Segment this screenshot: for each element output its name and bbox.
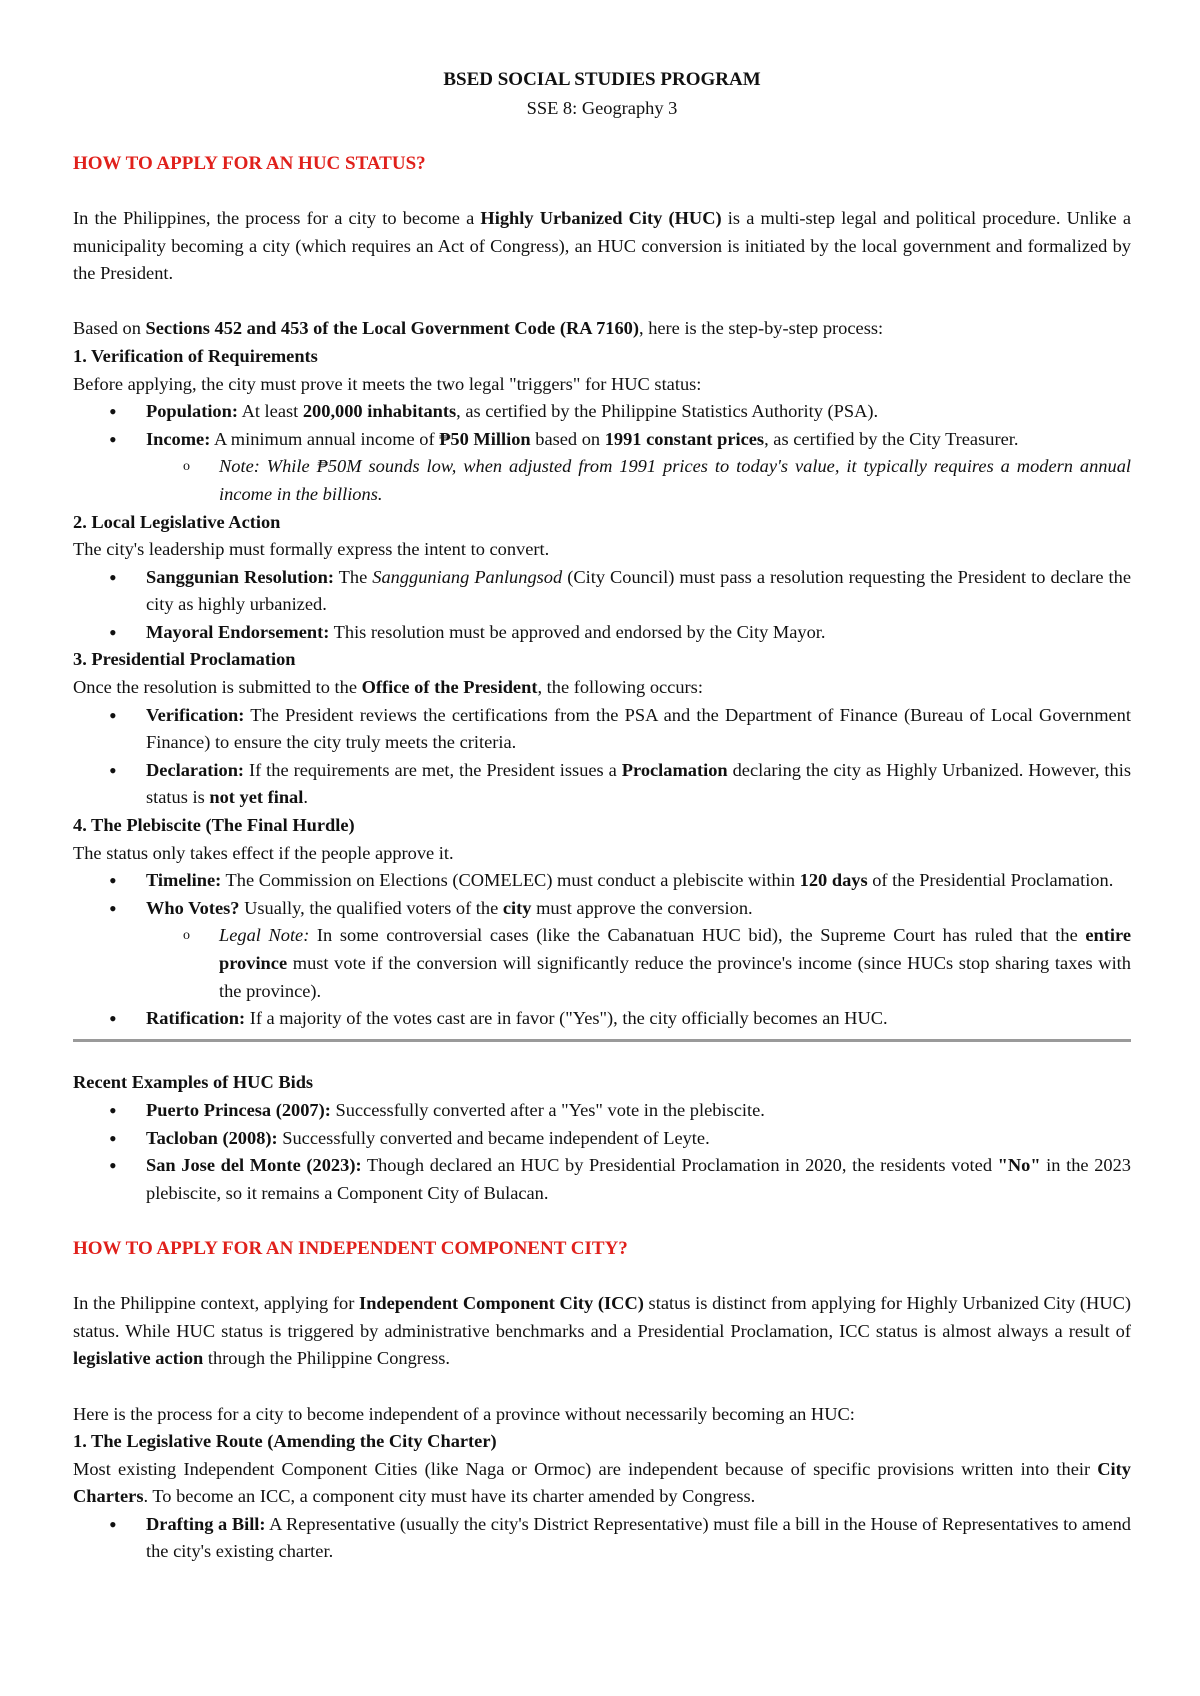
step1-title: 1. Verification of Requirements [73, 345, 318, 366]
step2-list [73, 564, 1131, 647]
list-item: • Population: At least 200,000 inhabitants, as certified by the Philippine Statistics Authority (PSA). [73, 398, 1131, 426]
list-item: • Declaration: If the requirements are met, the President issues a Proclamation declaring the city as Highly Urbanized. However, this status is not yet final. [73, 757, 1131, 812]
list-item: • Puerto Princesa (2007): Successfully converted after a "Yes" vote in the plebiscite. [73, 1097, 1131, 1125]
step3-title: 3. Presidential Proclamation [73, 649, 296, 670]
list-item: • Income: A minimum annual income of ₱50 Million based on 1991 constant prices, as certified by the City Treasurer. [73, 426, 1131, 454]
step3-list [73, 702, 1131, 812]
list-item: • San Jose del Monte (2023): Though declared an HUC by Presidential Proclamation in 2020, the residents voted "No" in the 2023 plebiscite, so it remains a Component City of Bulacan. [73, 1152, 1131, 1207]
examples-title: Recent Examples of HUC Bids [73, 1072, 314, 1093]
list-item: • Tacloban (2008): Successfully converted and became independent of Leyte. [73, 1125, 1131, 1153]
sub-list-item: o Legal Note: In some controversial cases (like the Cabanatuan HUC bid), the Supreme Court has ruled that the entire province must vote if the conversion will significantly reduce the province's income (since HUCs stop sharing taxes with the province). [73, 922, 1131, 1005]
list-item: • Ratification: If a majority of the votes cast are in favor ("Yes"), the city officially becomes an HUC. [73, 1005, 1131, 1033]
step1-text: Before applying, the city must prove it meets the two legal "triggers" for HUC status: [73, 373, 702, 394]
step3-text: Once the resolution is submitted to the Office of the President, the following occurs: [73, 677, 703, 698]
step4-list [73, 867, 1131, 1033]
huc-intro: In the Philippines, the process for a city to become a Highly Urbanized City (HUC) is a multi-step legal and political procedure. Unlike a municipality becoming a city (which requires an Act of Congress), an HUC conversion is initiated by the local government and formalized by the President. [73, 207, 1131, 284]
list-item: • Sanggunian Resolution: The Sangguniang Panlungsod (City Council) must pass a resolution requesting the President to declare the city as highly urbanized. [73, 564, 1131, 619]
list-item: • Verification: The President reviews the certifications from the PSA and the Department of Finance (Bureau of Local Government Finance) to ensure the city truly meets the criteria. [73, 702, 1131, 757]
program-title: BSED SOCIAL STUDIES PROGRAM [443, 69, 761, 90]
icc-process: Here is the process for a city to become independent of a province without necessarily becoming an HUC: [73, 1403, 855, 1424]
step4-title: 4. The Plebiscite (The Final Hurdle) [73, 815, 355, 836]
list-item: • Mayoral Endorsement: This resolution must be approved and endorsed by the City Mayor. [73, 619, 1131, 647]
huc-basis: Based on Sections 452 and 453 of the Local Government Code (RA 7160), here is the step-by-step process: [73, 318, 884, 339]
icc-step1-list [73, 1511, 1131, 1566]
step4-text: The status only takes effect if the people approve it. [73, 842, 454, 863]
icc-step1-title: 1. The Legislative Route (Amending the City Charter) [73, 1431, 497, 1452]
document-page [73, 66, 1131, 1566]
huc-heading: HOW TO APPLY FOR AN HUC STATUS? [73, 152, 426, 174]
step2-text: The city's leadership must formally express the intent to convert. [73, 539, 550, 560]
icc-intro: In the Philippine context, applying for Independent Component City (ICC) status is distinct from applying for Highly Urbanized City (HUC) status. While HUC status is triggered by administrative benchmarks and a Presidential Proclamation, ICC status is almost always a result of legislative action through the Philippine Congress. [73, 1293, 1132, 1369]
step1-list [73, 398, 1131, 508]
course-title: SSE 8: Geography 3 [526, 97, 678, 118]
icc-heading: HOW TO APPLY FOR AN INDEPENDENT COMPONENT CITY? [73, 1237, 628, 1259]
list-item: • Drafting a Bill: A Representative (usually the city's District Representative) must file a bill in the House of Representatives to amend the city's existing charter. [73, 1511, 1131, 1566]
icc-step1-text: Most existing Independent Component Cities (like Naga or Ormoc) are independent because of specific provisions written into their City Charters. To become an ICC, a component city must have its charter amended by Congress. [73, 1458, 1131, 1507]
step2-title: 2. Local Legislative Action [73, 511, 281, 532]
examples-list [73, 1097, 1131, 1207]
list-item: • Who Votes? Usually, the qualified voters of the city must approve the conversion. [73, 895, 1131, 923]
list-item: • Timeline: The Commission on Elections (COMELEC) must conduct a plebiscite within 120 days of the Presidential Proclamation. [73, 867, 1131, 895]
sub-list-item: o Note: While ₱50M sounds low, when adjusted from 1991 prices to today's value, it typically requires a modern annual income in the billions. [73, 453, 1131, 508]
